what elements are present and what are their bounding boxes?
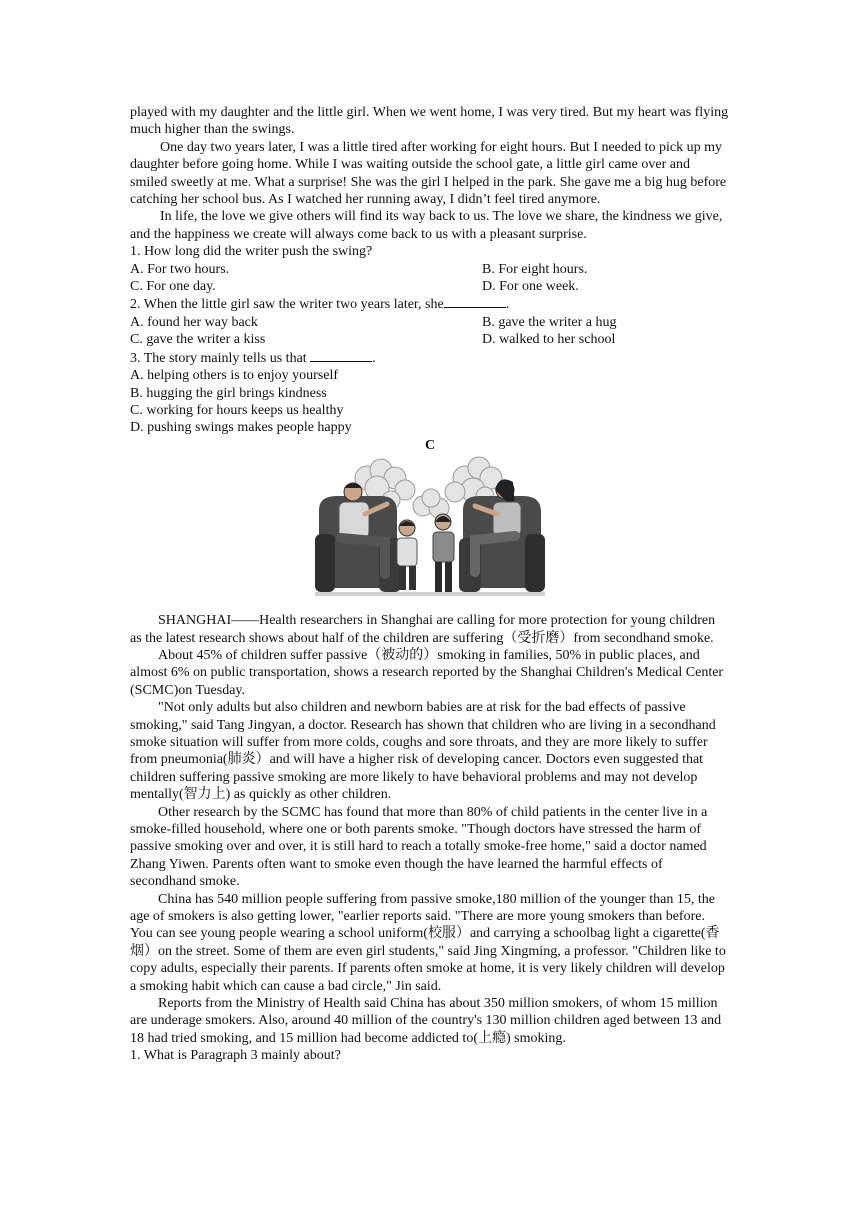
option-a: A. helping others is to enjoy yourself [130,368,339,384]
option-d: D. For one week. [482,279,579,295]
article-paragraph: "Not only adults but also children and newborn babies are at risk for the bad effects of passive smoking," said Tang Jingyan, a doctor. Research has shown that children who are living in a secondhand smoke situation will suffer from more colds, coughs and sore throats, and they are more likely to suffer from pneumonia(肺炎）and will have a higher risk of developing cancer. Doctors even suggested that children suffering passive smoking are more likely to have behavioral problems and may not develop mentally(智力上) as quickly as other children. [130,700,716,803]
option-c: C. gave the writer a kiss [130,332,266,348]
question-stem: 1. What is Paragraph 3 mainly about? [130,1048,341,1064]
document-page [130,104,730,1065]
option-d: D. walked to her school [482,332,616,348]
option-a: A. For two hours. [130,261,230,277]
section-heading: C [424,437,436,453]
option-row [130,331,730,348]
option-c: C. working for hours keeps us healthy [130,402,344,418]
question-stem-end: . [505,297,510,313]
passage-paragraph: played with my daughter and the little girl. When we went home, I was very tired. But my heart was flying much higher than the swings. [130,105,729,138]
article-paragraph: SHANGHAI——Health researchers in Shanghai are calling for more protection for young children as the latest research shows about half of the children are suffering（受折磨）from secondhand smoke. [130,613,716,646]
article-paragraph: Other research by the SCMC has found that more than 80% of child patients in the center live in a smoke-filled household, where one or both parents smoke. "Though doctors have stressed the harm of passive smoking over and over, it is still hard to reach a totally smoke-free home," said a doctor named Zhang Yiwen. Parents often want to smoke even though the have learned the harmful effects of secondhand smoke. [130,804,708,890]
option-b: B. hugging the girl brings kindness [130,385,327,401]
option-b: B. For eight hours. [482,261,588,277]
article-paragraph: Reports from the Ministry of Health said China has about 350 million smokers, of whom 15 million are underage smokers. Also, around 40 million of the country's 130 million children aged between 13 and 18 had tried smoking, and 15 million had become addicted to(上瘾) smoking. [130,996,722,1046]
question-stem-text: 3. The story mainly tells us that [130,350,311,366]
question-stem: 1. How long did the writer push the swing? [130,244,373,260]
option-row [130,278,730,295]
option-b: B. gave the writer a hug [482,314,617,330]
article-paragraph: China has 540 million people suffering from passive smoke,180 million of the younger than 15, the age of smokers is also getting lower, "earlier reports said. "There are more young smokers than before. You can see young people wearing a school uniform(校服）and carrying a schoolbag light a cigarette(香烟）on the street. Some of them are even girl students," said Jing Xingming, a professor. "Children like to copy adults, especially their parents. If parents often smoke at home, it is very likely children will develop a smoking habit which can cause a bad circle," Jin said. [130,891,726,994]
option-row [130,261,730,278]
question-stem [130,349,730,367]
answer-blank [310,349,372,362]
option-row [130,314,730,331]
question-stem-text: 2. When the little girl saw the writer two years later, she [130,297,444,313]
option-a: A. found her way back [130,314,258,330]
passage-paragraph: One day two years later, I was a little tired after working for eight hours. But I needed to pick up my daughter before going home. While I was waiting outside the school gate, a little girl came over and smiled sweetly at me. What a surprise! She was the girl I helped in the park. She gave me a big hug before catching her school bus. As I watched her running away, I didn’t feel tired anymore. [130,139,727,208]
article-paragraph: About 45% of children suffer passive（被动的）smoking in families, 50% in public places, and almost 6% on public transportation, shows a research reported by the Shanghai Children's Medical Center (SCMC)on Tuesday. [130,647,724,698]
answer-blank [444,295,506,308]
option-d: D. pushing swings makes people happy [130,420,352,436]
option-c: C. For one day. [130,279,216,295]
question-stem [130,295,730,313]
passive-smoking-family-illustration [130,456,730,606]
question-stem-end: . [372,350,376,366]
illustration-drawing [315,456,545,606]
passage-paragraph: In life, the love we give others will find its way back to us. The love we share, the kindness we give, and the happiness we create will always come back to us with a pleasant surprise. [130,209,723,242]
